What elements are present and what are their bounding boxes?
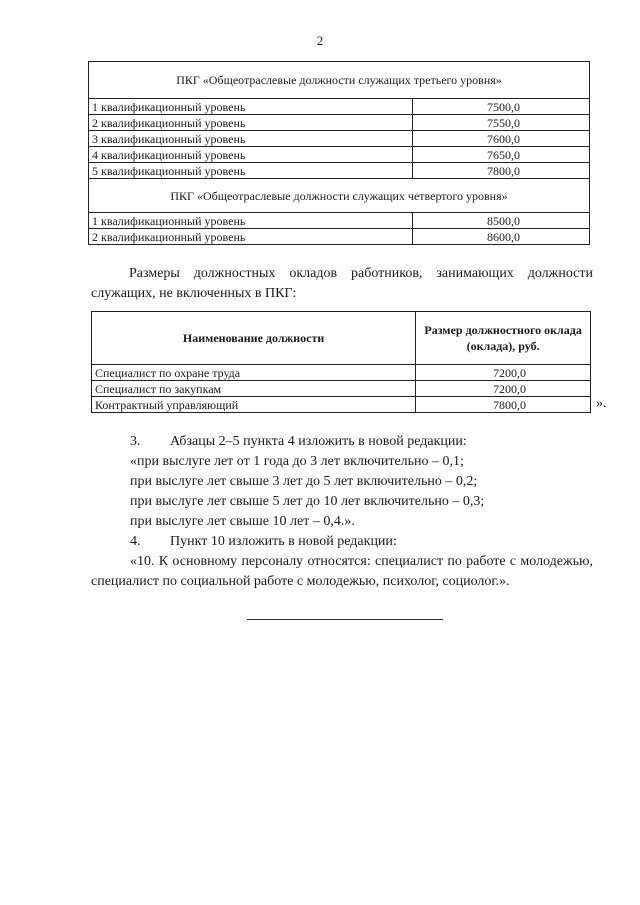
item-3-line: при выслуге лет свыше 5 лет до 10 лет включительно – 0,3; [130,494,485,509]
level-value: 7500,0 [413,99,590,115]
table-row [89,115,590,131]
level-name: 1 квалификационный уровень [89,99,413,115]
table-row [92,397,591,413]
group-header-fourth-level [89,179,590,213]
position-name: Специалист по закупкам [92,381,416,397]
level-value: 8600,0 [413,229,590,245]
item-number: 4. [130,534,141,549]
table-row [89,213,590,229]
level-name: 5 квалификационный уровень [89,163,413,179]
salary-table-pkg [88,61,590,245]
table-row [92,381,591,397]
level-value: 8500,0 [413,213,590,229]
table-header-row [92,312,591,365]
table-row [89,163,590,179]
header-position-name: Наименование должности [92,312,416,365]
level-name: 3 квалификационный уровень [89,131,413,147]
table-row [92,365,591,381]
item-number: 3. [130,434,141,449]
level-value: 7600,0 [413,131,590,147]
position-name: Контрактный управляющий [92,397,416,413]
item-3-line: «при выслуге лет от 1 года до 3 лет включительно – 0,1; [130,454,464,469]
level-name: 4 квалификационный уровень [89,147,413,163]
level-name: 2 квалификационный уровень [89,229,413,245]
page-number: 2 [316,33,324,48]
item-3-heading [130,432,600,452]
item-4-heading [130,532,600,552]
level-value: 7650,0 [413,147,590,163]
position-salary: 7200,0 [416,381,591,397]
closing-quote: ». [596,396,607,411]
position-salary: 7800,0 [416,397,591,413]
position-salary: 7200,0 [416,365,591,381]
level-value: 7550,0 [413,115,590,131]
item-text: Пункт 10 изложить в новой редакции: [170,534,397,549]
item-3-line: при выслуге лет свыше 3 лет до 5 лет включительно – 0,2; [130,474,478,489]
group-title: ПКГ «Общеотраслевые должности служащих третьего уровня» [89,62,590,99]
level-value: 7800,0 [413,163,590,179]
table-row [89,99,590,115]
level-name: 1 квалификационный уровень [89,213,413,229]
group-title: ПКГ «Общеотраслевые должности служащих четвертого уровня» [89,179,590,213]
table-row [89,147,590,163]
header-salary-size: Размер должностного оклада (оклада), руб. [416,312,591,365]
item-4-body: «10. К основному персоналу относятся: специалист по работе с молодежью, специалист по социальной работе с молодежью, психолог, социолог.». [91,554,593,589]
closing-rule-line [247,619,443,620]
salary-table-non-pkg [91,311,591,413]
group-header-third-level [89,62,590,99]
position-name: Специалист по охране труда [92,365,416,381]
intro-paragraph: Размеры должностных окладов работников, занимающих должности служащих, не включенных в ПКГ: [91,266,593,301]
table-row [89,229,590,245]
table-row [89,131,590,147]
item-text: Абзацы 2–5 пункта 4 изложить в новой редакции: [170,434,467,449]
level-name: 2 квалификационный уровень [89,115,413,131]
item-3-line: при выслуге лет свыше 10 лет – 0,4.». [130,514,355,529]
